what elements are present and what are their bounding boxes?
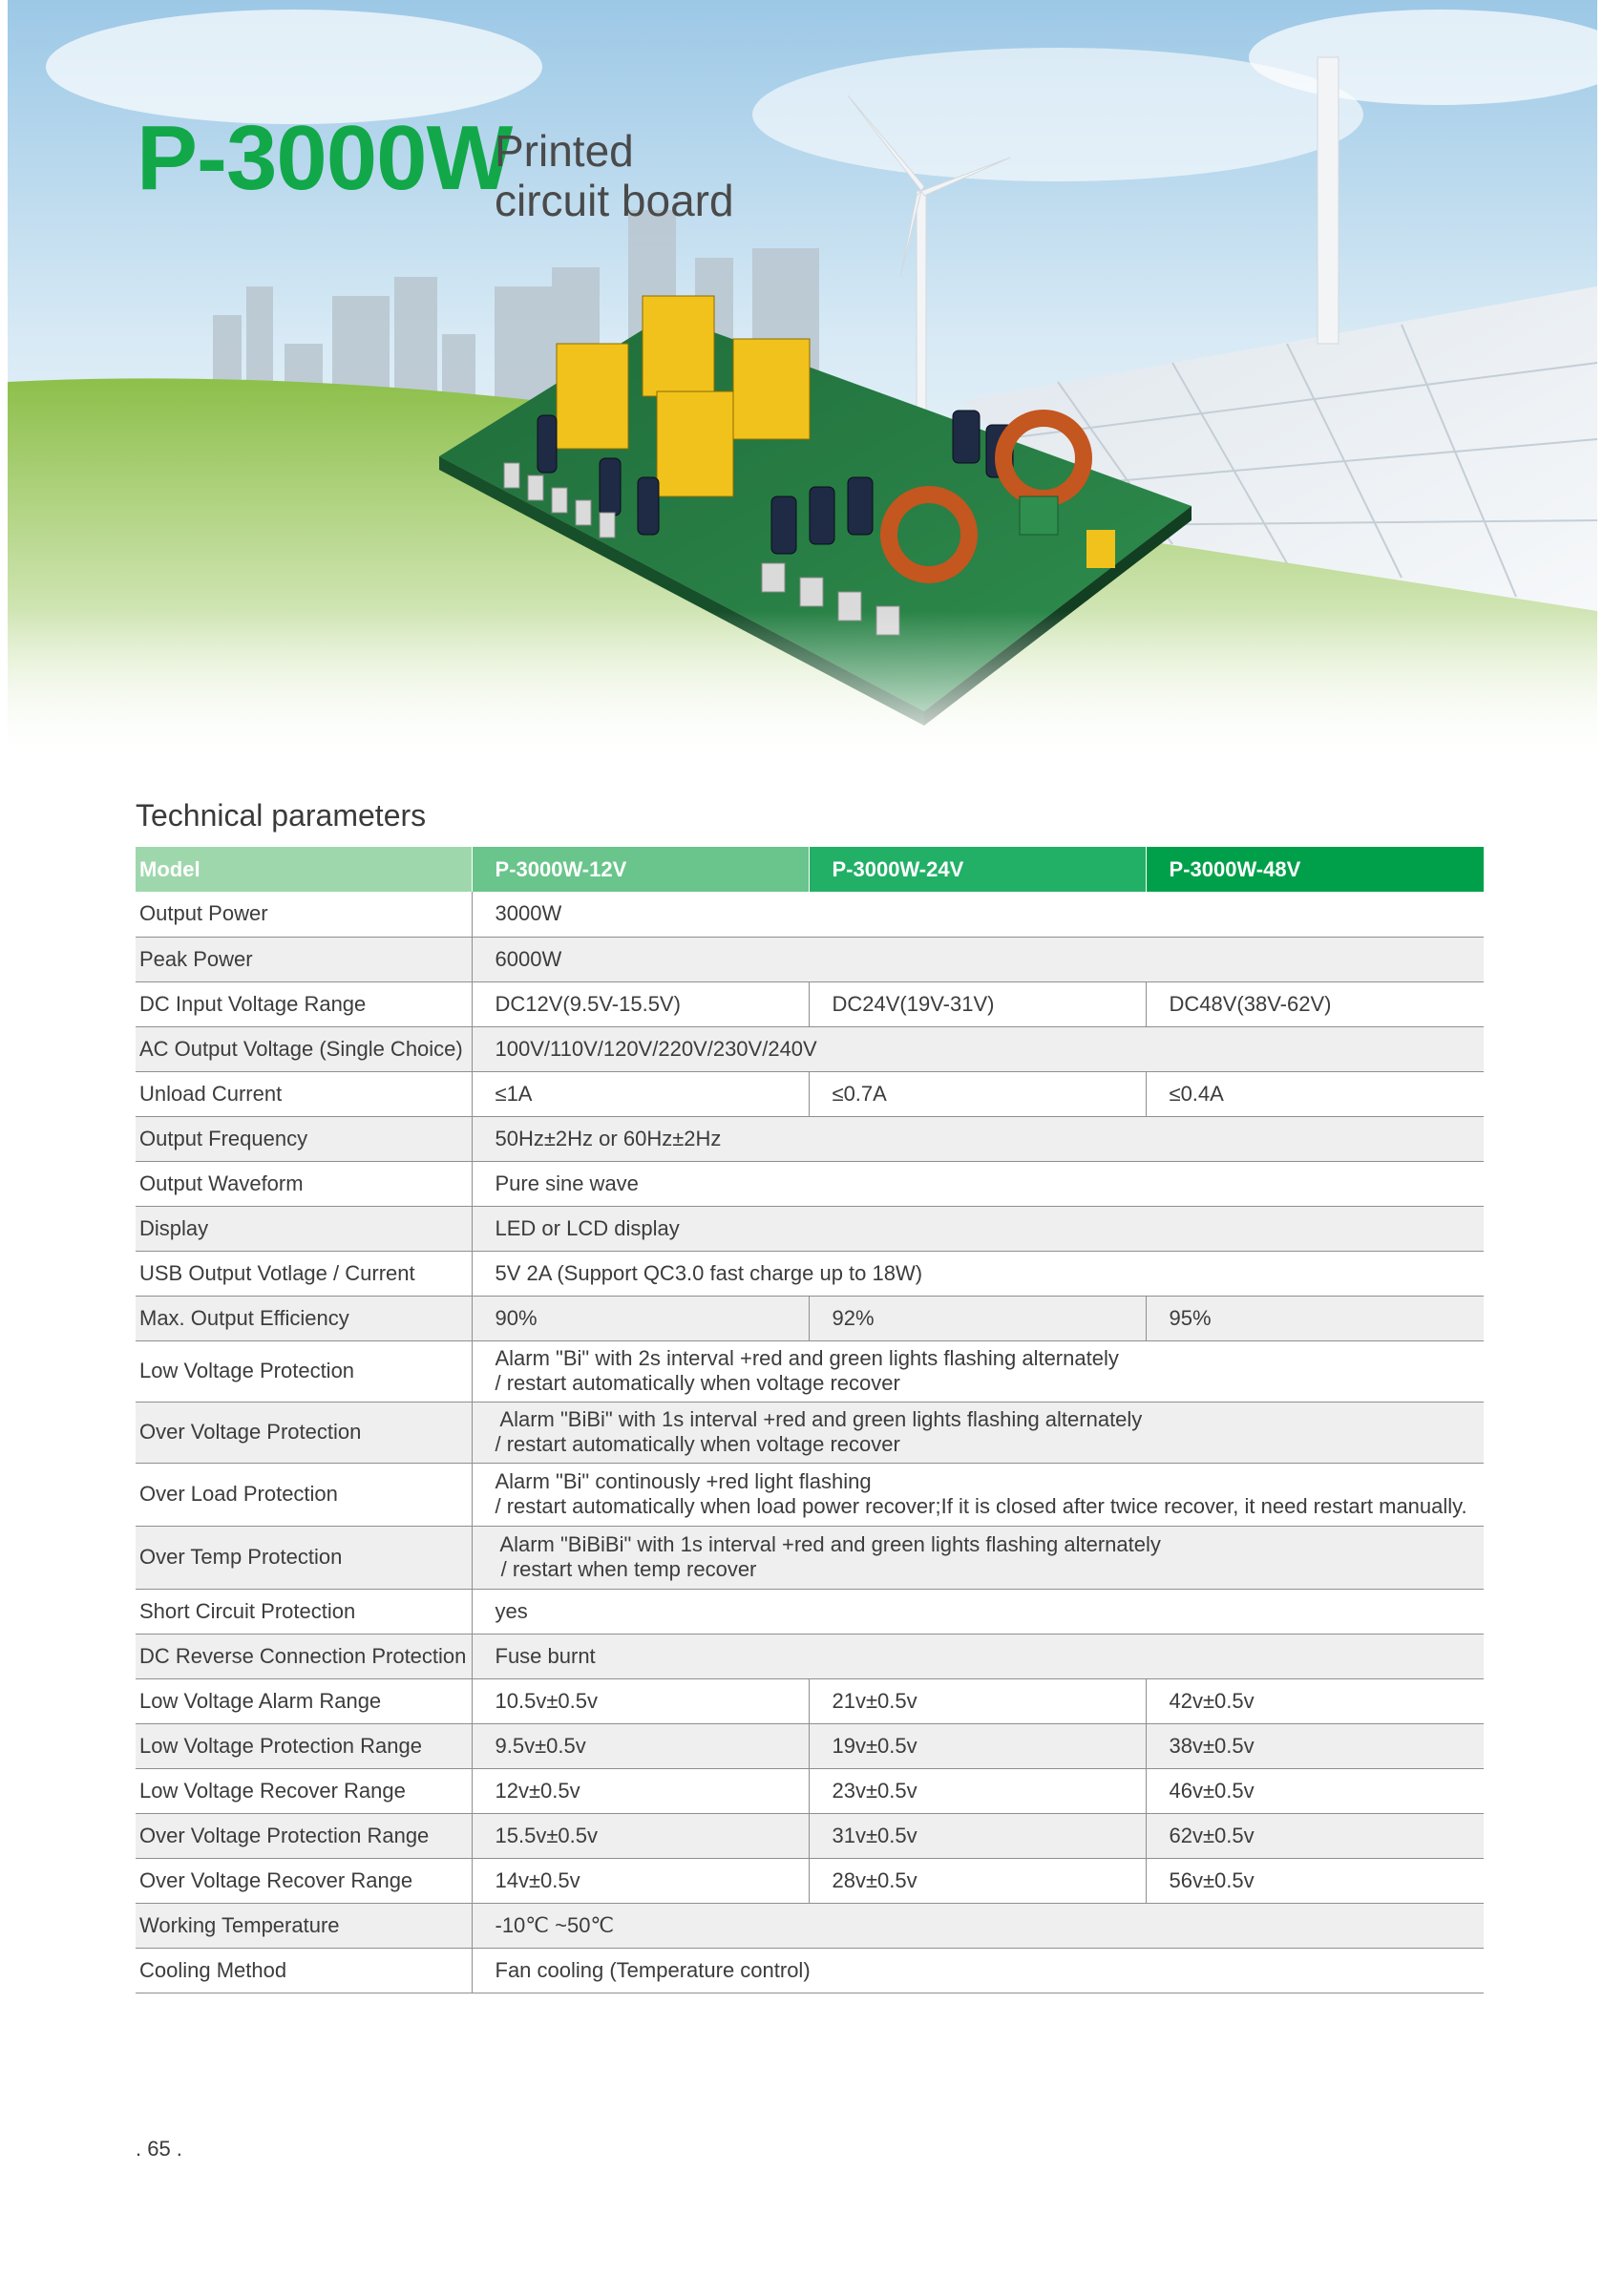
table-row: [136, 1296, 1484, 1340]
table-row: [136, 1116, 1484, 1161]
subtitle-line-2: circuit board: [495, 176, 734, 225]
row-value-line-1: Alarm "BiBi" with 1s interval +red and green lights flashing alternately: [495, 1407, 1143, 1431]
table-row: [136, 1463, 1484, 1526]
row-value-line-2: / restart automatically when voltage recover: [495, 1432, 900, 1456]
row-label: Over Load Protection: [136, 1463, 472, 1526]
row-label: DC Input Voltage Range: [136, 981, 472, 1026]
table-row: [136, 1161, 1484, 1206]
row-value: [472, 1402, 1484, 1463]
row-label: Low Voltage Alarm Range: [136, 1678, 472, 1723]
row-value: 100V/110V/120V/220V/230V/240V: [472, 1026, 1484, 1071]
subtitle-line-1: Printed: [495, 126, 634, 176]
row-value: 6000W: [472, 937, 1484, 981]
row-value: LED or LCD display: [472, 1206, 1484, 1251]
row-label: Display: [136, 1206, 472, 1251]
row-label: Low Voltage Recover Range: [136, 1768, 472, 1813]
row-value: [472, 1526, 1484, 1589]
row-label: Over Voltage Protection: [136, 1402, 472, 1463]
row-value-model-2: 92%: [809, 1296, 1146, 1340]
header-model-1: P-3000W-12V: [472, 847, 809, 892]
row-value-model-1: 15.5v±0.5v: [472, 1813, 809, 1858]
row-value: 50Hz±2Hz or 60Hz±2Hz: [472, 1116, 1484, 1161]
row-value: Pure sine wave: [472, 1161, 1484, 1206]
header-model-2: P-3000W-24V: [809, 847, 1146, 892]
row-value-model-2: 28v±0.5v: [809, 1858, 1146, 1903]
table-row: [136, 1948, 1484, 1993]
header-model-3: P-3000W-48V: [1146, 847, 1484, 892]
row-value-model-3: 62v±0.5v: [1146, 1813, 1484, 1858]
row-label: Peak Power: [136, 937, 472, 981]
row-label: Over Voltage Recover Range: [136, 1858, 472, 1903]
row-label: Over Voltage Protection Range: [136, 1813, 472, 1858]
table-row: [136, 1402, 1484, 1463]
row-value: [472, 1463, 1484, 1526]
row-value-model-3: 42v±0.5v: [1146, 1678, 1484, 1723]
row-label: Low Voltage Protection Range: [136, 1723, 472, 1768]
table-row: [136, 1723, 1484, 1768]
row-value-line-2: / restart when temp recover: [495, 1557, 757, 1581]
row-value-line-2: / restart automatically when voltage recover: [495, 1371, 900, 1395]
row-label: Short Circuit Protection: [136, 1589, 472, 1634]
row-label: Max. Output Efficiency: [136, 1296, 472, 1340]
row-value-model-2: 31v±0.5v: [809, 1813, 1146, 1858]
spec-table: [136, 847, 1484, 1993]
row-value-model-2: DC24V(19V-31V): [809, 981, 1146, 1026]
row-value-line-1: Alarm "Bi" continously +red light flashing: [495, 1469, 872, 1493]
row-value-model-2: 19v±0.5v: [809, 1723, 1146, 1768]
section-title: Technical parameters: [136, 798, 427, 833]
table-row: [136, 1903, 1484, 1948]
row-value-model-3: 38v±0.5v: [1146, 1723, 1484, 1768]
row-label: Cooling Method: [136, 1948, 472, 1993]
row-value-model-2: 23v±0.5v: [809, 1768, 1146, 1813]
table-row: [136, 1678, 1484, 1723]
row-value-line-1: Alarm "BiBiBi" with 1s interval +red and green lights flashing alternately: [495, 1532, 1161, 1556]
table-row: [136, 1634, 1484, 1678]
row-value: [472, 1340, 1484, 1402]
table-row: [136, 1206, 1484, 1251]
model-title: P-3000W: [137, 107, 513, 209]
table-row: [136, 1071, 1484, 1116]
row-value-model-3: 95%: [1146, 1296, 1484, 1340]
table-row: [136, 1858, 1484, 1903]
table-row: [136, 937, 1484, 981]
row-value-model-1: DC12V(9.5V-15.5V): [472, 981, 809, 1026]
row-value-model-1: 12v±0.5v: [472, 1768, 809, 1813]
row-value-line-2: / restart automatically when load power recover;If it is closed after twice recover, it need restart manually.: [495, 1494, 1467, 1518]
row-label: Output Waveform: [136, 1161, 472, 1206]
row-label: Low Voltage Protection: [136, 1340, 472, 1402]
table-row: [136, 1768, 1484, 1813]
header-model-label: Model: [136, 847, 472, 892]
row-value-model-3: 46v±0.5v: [1146, 1768, 1484, 1813]
table-row: [136, 892, 1484, 937]
row-label: Unload Current: [136, 1071, 472, 1116]
row-label: Working Temperature: [136, 1903, 472, 1948]
row-value: Fuse burnt: [472, 1634, 1484, 1678]
row-label: AC Output Voltage (Single Choice): [136, 1026, 472, 1071]
row-label: Output Power: [136, 892, 472, 937]
table-header-row: [136, 847, 1484, 892]
row-value-model-1: 9.5v±0.5v: [472, 1723, 809, 1768]
row-value-model-1: 90%: [472, 1296, 809, 1340]
table-row: [136, 1589, 1484, 1634]
table-row: [136, 1251, 1484, 1296]
row-value-model-3: DC48V(38V-62V): [1146, 981, 1484, 1026]
subtitle: [495, 126, 734, 225]
row-value-model-3: ≤0.4A: [1146, 1071, 1484, 1116]
row-value: Fan cooling (Temperature control): [472, 1948, 1484, 1993]
table-row: [136, 981, 1484, 1026]
row-value-model-2: ≤0.7A: [809, 1071, 1146, 1116]
row-value-model-3: 56v±0.5v: [1146, 1858, 1484, 1903]
page-number: . 65 .: [136, 2137, 182, 2161]
table-row: [136, 1526, 1484, 1589]
row-label: USB Output Votlage / Current: [136, 1251, 472, 1296]
row-label: Over Temp Protection: [136, 1526, 472, 1589]
row-value: -10℃ ~50℃: [472, 1903, 1484, 1948]
row-value: 5V 2A (Support QC3.0 fast charge up to 18W): [472, 1251, 1484, 1296]
row-label: Output Frequency: [136, 1116, 472, 1161]
row-value-model-1: ≤1A: [472, 1071, 809, 1116]
row-value-model-1: 10.5v±0.5v: [472, 1678, 809, 1723]
table-row: [136, 1026, 1484, 1071]
row-value-model-1: 14v±0.5v: [472, 1858, 809, 1903]
row-value: 3000W: [472, 892, 1484, 937]
row-value-model-2: 21v±0.5v: [809, 1678, 1146, 1723]
table-row: [136, 1340, 1484, 1402]
row-label: DC Reverse Connection Protection: [136, 1634, 472, 1678]
row-value: yes: [472, 1589, 1484, 1634]
table-row: [136, 1813, 1484, 1858]
row-value-line-1: Alarm "Bi" with 2s interval +red and green lights flashing alternately: [495, 1346, 1119, 1370]
